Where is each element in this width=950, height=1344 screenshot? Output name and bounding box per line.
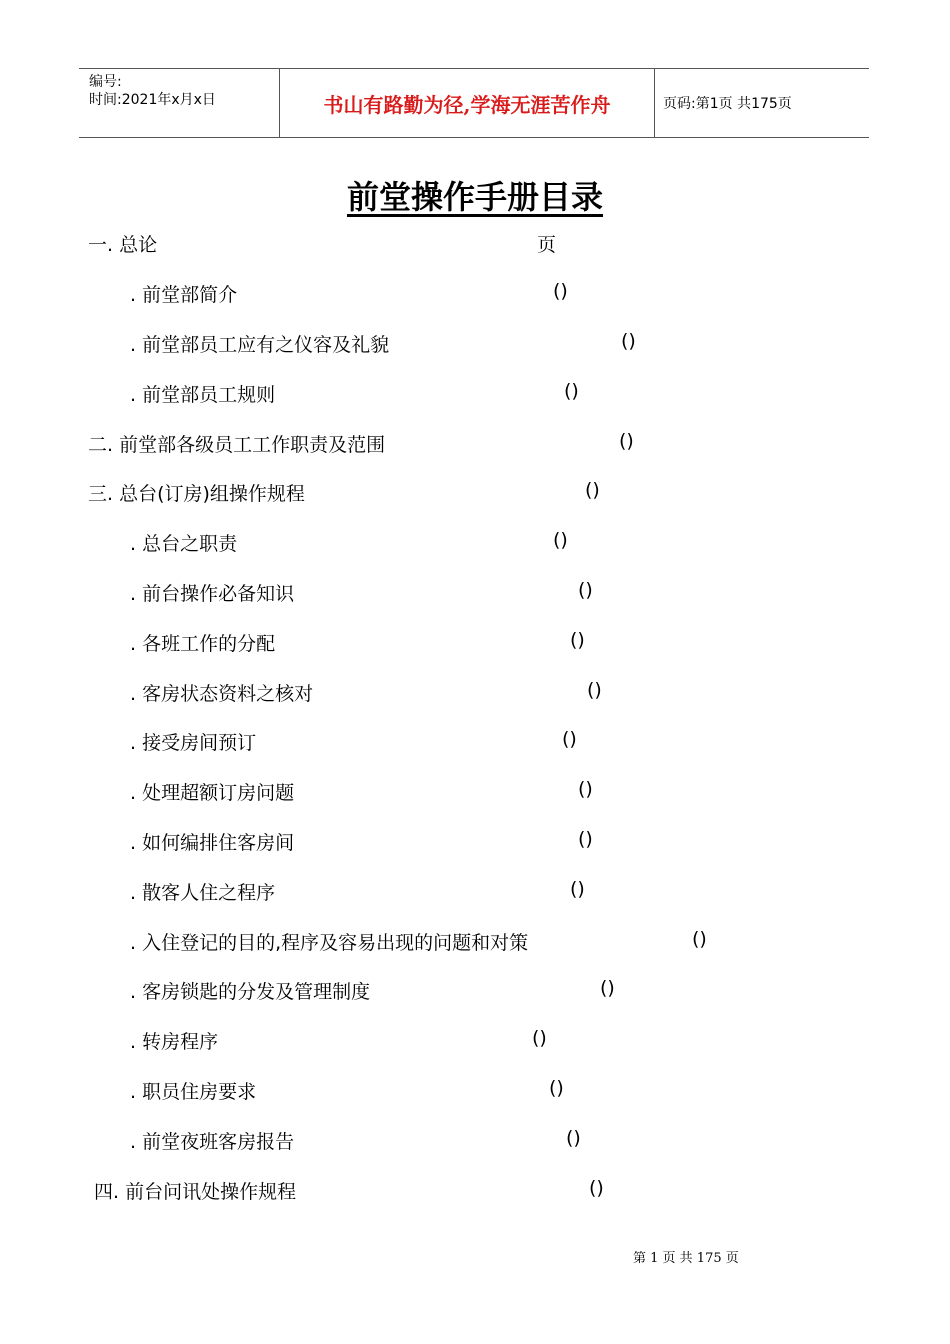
toc-entry: . 客房锁匙的分发及管理制度 (130, 981, 371, 1003)
toc-page-ref: () (553, 280, 568, 302)
toc-entry: . 入住登记的目的,程序及容易出现的问题和对策 (130, 932, 529, 954)
toc-page-ref: () (570, 629, 585, 651)
page-header (79, 68, 869, 138)
toc-page-column-header: 页 (537, 234, 557, 256)
toc-entry: . 前堂部员工规则 (130, 384, 276, 406)
toc-entry: 一. 总论 (88, 234, 158, 256)
header-meta (79, 69, 279, 137)
toc-page-ref: () (578, 579, 593, 601)
toc-page-ref: () (619, 430, 634, 452)
toc-entry: . 转房程序 (130, 1031, 219, 1053)
toc-page-ref: () (587, 679, 602, 701)
toc-page-ref: () (562, 728, 577, 750)
toc-entry: . 客房状态资料之核对 (130, 683, 314, 705)
page-title (0, 172, 950, 218)
toc-page-ref: () (589, 1177, 604, 1199)
page-footer: 第 1 页 共 175 页 (633, 1251, 739, 1266)
toc-page-ref: () (585, 479, 600, 501)
toc-entry: . 各班工作的分配 (130, 633, 276, 655)
toc-entry: . 如何编排住客房间 (130, 832, 295, 854)
toc-page-ref: () (532, 1027, 547, 1049)
toc-page-ref: () (570, 878, 585, 900)
toc-entry: 四. 前台问讯处操作规程 (94, 1181, 297, 1203)
document-number: 编号: (89, 74, 122, 90)
page-title-text: 前堂操作手册目录 (346, 178, 603, 216)
toc-page-ref: () (578, 828, 593, 850)
toc-page-ref: () (578, 778, 593, 800)
toc-page-ref: () (564, 380, 579, 402)
header-page-number: 页码:第1页 共175页 (663, 96, 792, 112)
toc-entry: . 职员住房要求 (130, 1081, 257, 1103)
toc-entry: . 接受房间预订 (130, 732, 257, 754)
toc-entry: 二. 前堂部各级员工工作职责及范围 (88, 434, 386, 456)
toc-page-ref: () (600, 977, 615, 999)
header-motto: 书山有路勤为径,学海无涯苦作舟 (279, 69, 655, 137)
toc-entry: . 总台之职责 (130, 533, 238, 555)
toc-entry: . 前堂部员工应有之仪容及礼貌 (130, 334, 390, 356)
toc-entry: . 前台操作必备知识 (130, 583, 295, 605)
toc-page-ref: () (566, 1127, 581, 1149)
toc-page-ref: () (692, 928, 707, 950)
toc-entry: . 前堂部简介 (130, 284, 238, 306)
document-date: 时间:2021年x月x日 (89, 92, 216, 108)
toc-page-ref: () (553, 529, 568, 551)
toc-entry: . 前堂夜班客房报告 (130, 1131, 295, 1153)
toc-entry: . 处理超额订房问题 (130, 782, 295, 804)
toc-entry: . 散客人住之程序 (130, 882, 276, 904)
toc-page-ref: () (549, 1077, 564, 1099)
toc-entry: 三. 总台(订房)组操作规程 (88, 483, 305, 505)
toc-page-ref: () (621, 330, 636, 352)
